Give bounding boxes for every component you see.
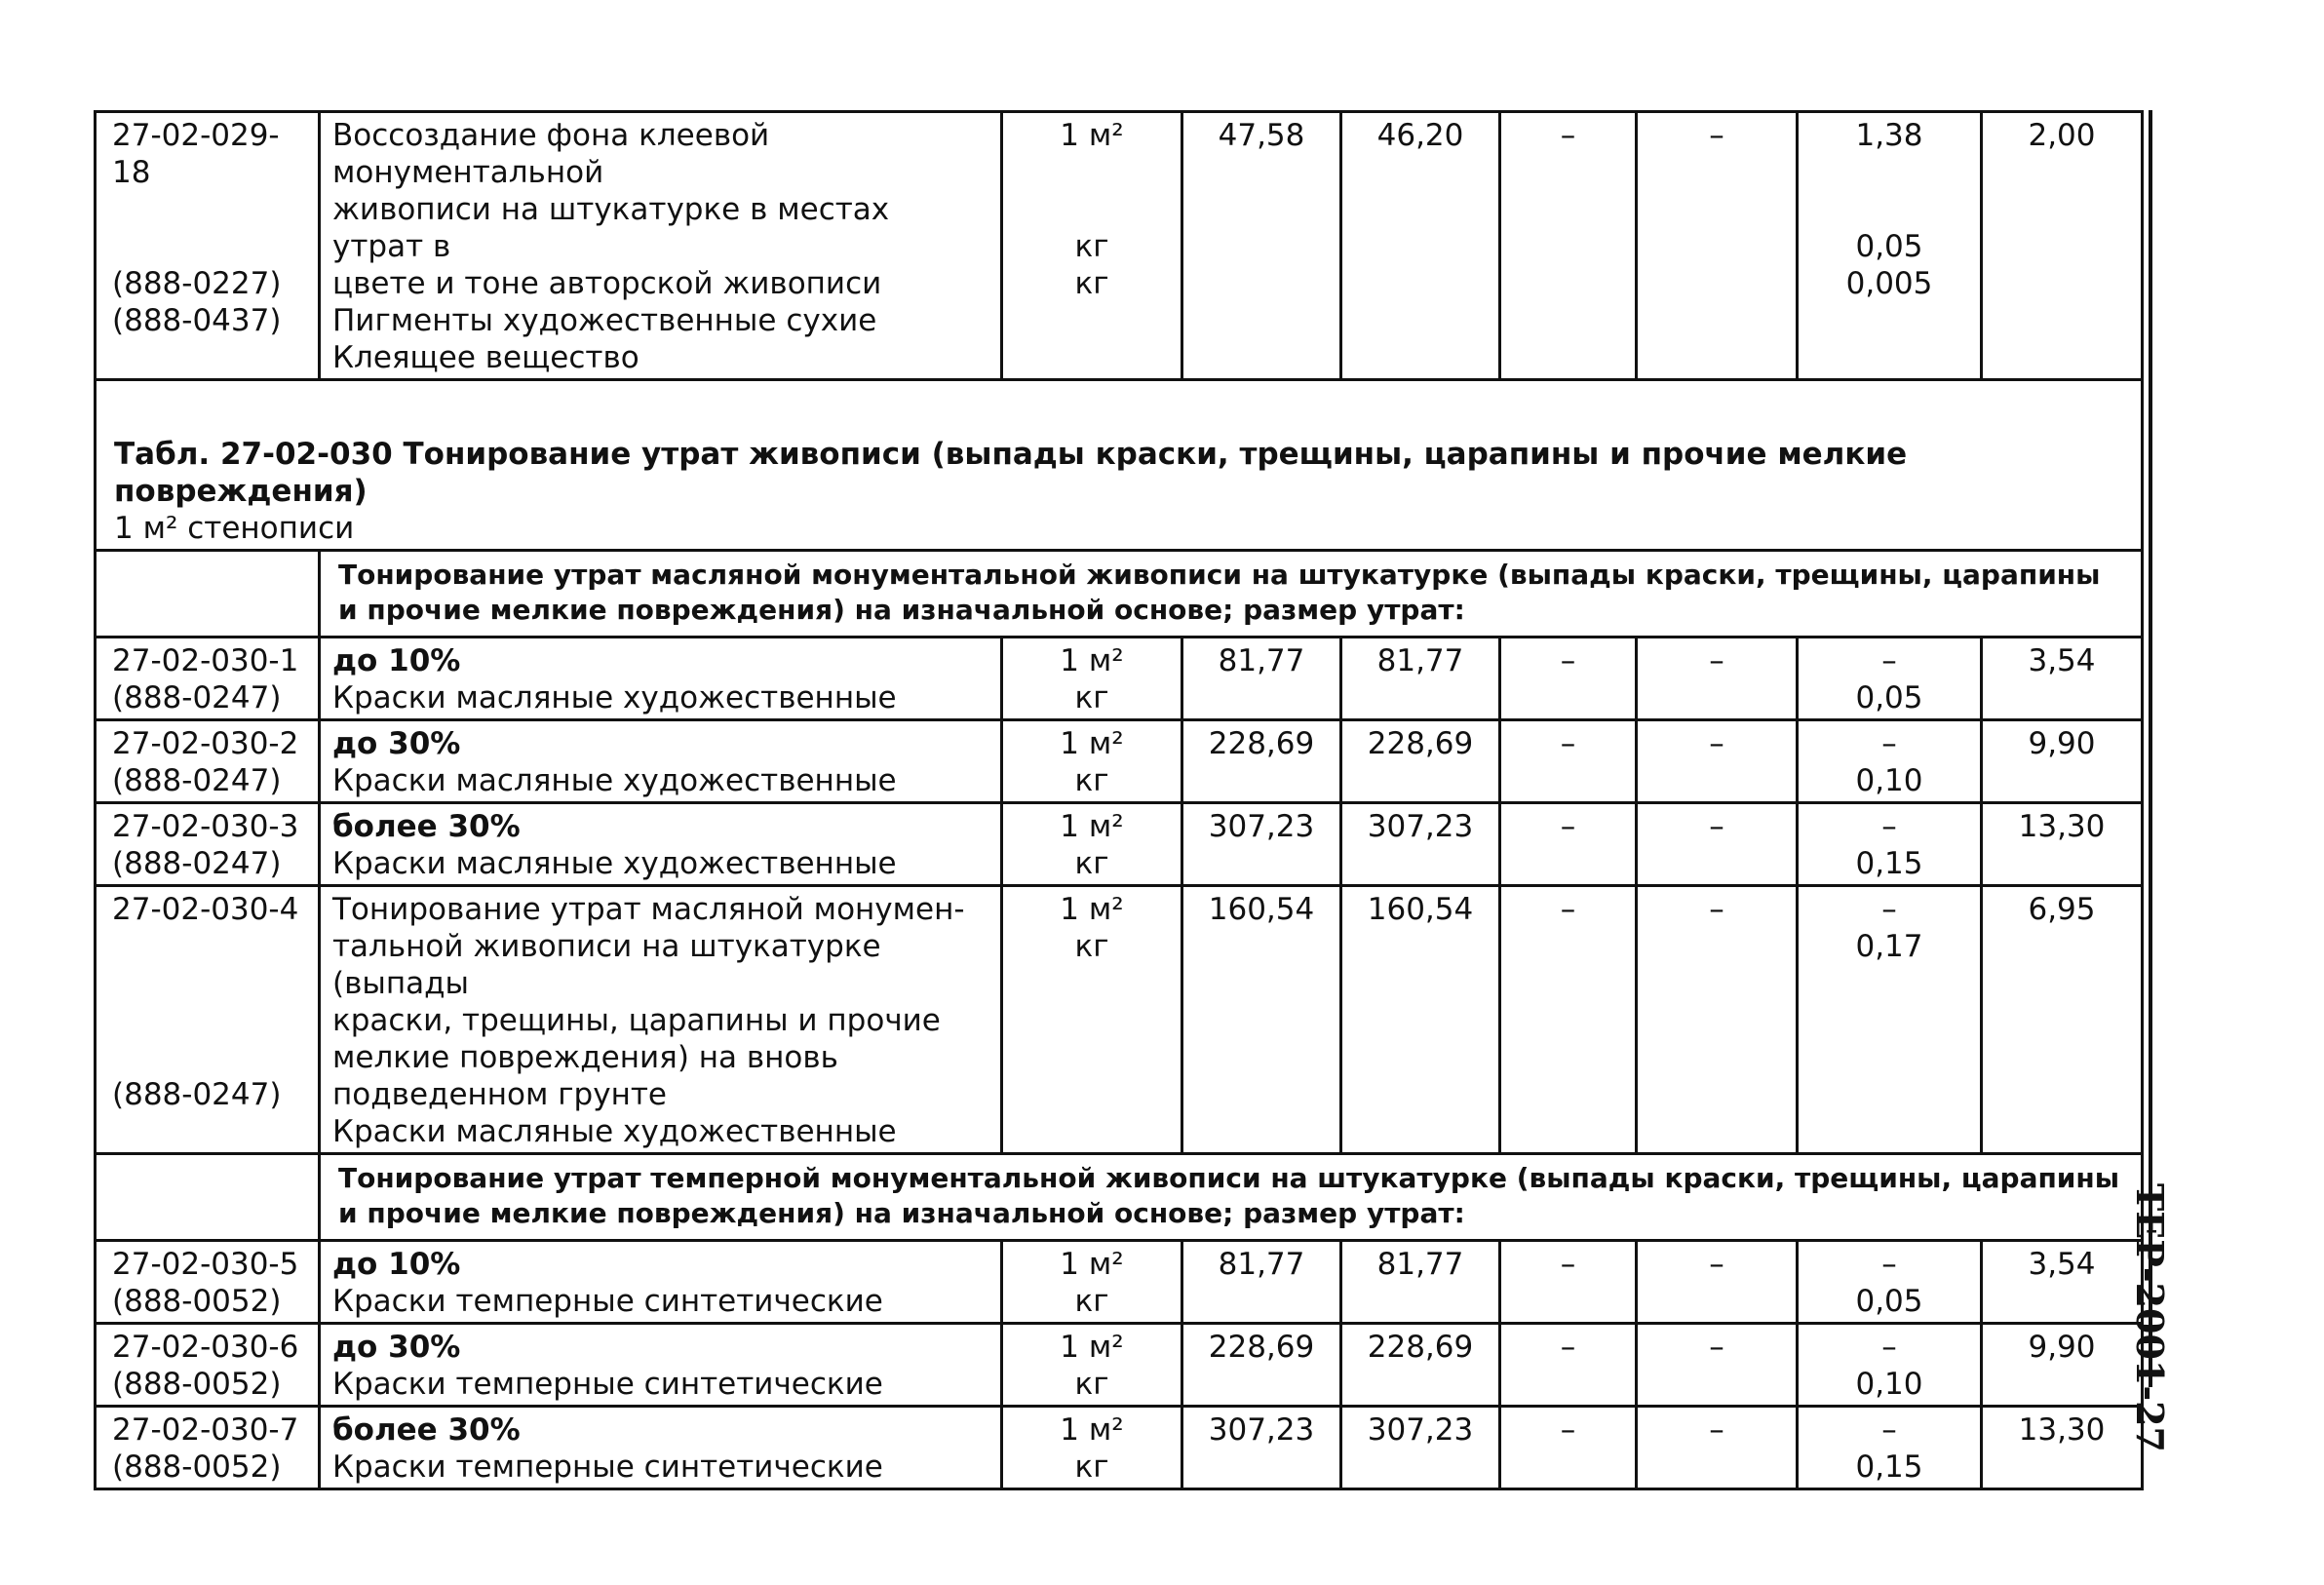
- row-name: до 10%: [332, 1247, 461, 1282]
- value: –: [1881, 1247, 1897, 1282]
- row-name: более 30%: [332, 809, 521, 844]
- value: –: [1881, 1330, 1897, 1365]
- material-unit: кг: [1074, 763, 1109, 798]
- price-table: [94, 110, 2144, 1490]
- description-line: тальной живописи на штукатурке (выпады: [332, 929, 881, 1001]
- material-name: Краски масляные художественные: [332, 680, 897, 715]
- material-qty: 0,17: [1855, 929, 1923, 964]
- value-cell: 9,90: [1982, 720, 2143, 803]
- unit: 1 м²: [1060, 809, 1124, 844]
- row-name: до 10%: [332, 643, 461, 678]
- row-code: 27-02-030-4: [112, 892, 299, 927]
- material-qty-cell: [1798, 720, 1982, 803]
- material-name: Краски масляные художественные: [332, 763, 897, 798]
- row-name: до 30%: [332, 726, 461, 761]
- material-code: (888-0437): [112, 303, 282, 338]
- material-qty: 0,10: [1855, 1367, 1923, 1402]
- value-cell: 81,77: [1182, 638, 1341, 720]
- material-qty-cell: [1798, 1407, 1982, 1489]
- material-qty: 0,05: [1855, 680, 1923, 715]
- spacer: [1810, 154, 1968, 191]
- value-cell: –: [1500, 638, 1637, 720]
- value-cell: 160,54: [1341, 886, 1500, 1154]
- material-qty-cell: [1798, 803, 1982, 886]
- row-name: до 30%: [332, 1330, 461, 1365]
- row-code-cell: [96, 112, 320, 380]
- value-cell: 228,69: [1341, 1324, 1500, 1407]
- row-code: 27-02-030-1: [112, 643, 299, 678]
- table-row: [96, 886, 2143, 1154]
- table-title-row: [96, 380, 2143, 551]
- empty-code-cell: [96, 551, 320, 638]
- row-code-cell: [96, 720, 320, 803]
- row-code: 27-02-030-2: [112, 726, 299, 761]
- description-line: цвете и тоне авторской живописи: [332, 266, 882, 301]
- group-header-row: [96, 1154, 2143, 1241]
- unit: 1 м²: [1060, 892, 1124, 927]
- value-cell: 228,69: [1182, 720, 1341, 803]
- row-description-cell: [320, 638, 1002, 720]
- row-code: 27-02-030-7: [112, 1412, 299, 1448]
- description-line: подведенном грунте: [332, 1077, 667, 1112]
- value-cell: 228,69: [1341, 720, 1500, 803]
- material-code: (888-0227): [112, 266, 282, 301]
- material-unit: кг: [1074, 1367, 1109, 1402]
- table-unit: 1 м² стенописи: [114, 511, 355, 546]
- value-cell: –: [1500, 1324, 1637, 1407]
- spacer: [1015, 191, 1169, 228]
- value-cell: –: [1500, 1407, 1637, 1489]
- value: –: [1881, 726, 1897, 761]
- value-cell: 228,69: [1182, 1324, 1341, 1407]
- value-cell: –: [1637, 720, 1798, 803]
- value-cell: 81,77: [1182, 1241, 1341, 1324]
- table-row: [96, 1324, 2143, 1407]
- material-code: (888-0247): [112, 1077, 282, 1112]
- material-name: Краски масляные художественные: [332, 846, 897, 881]
- unit: 1 м²: [1060, 643, 1124, 678]
- unit-cell: [1002, 1407, 1182, 1489]
- row-code-cell: [96, 803, 320, 886]
- value-cell: –: [1637, 1324, 1798, 1407]
- value-cell: –: [1500, 720, 1637, 803]
- document-code-label: [2128, 1183, 2172, 1452]
- value-cell: 160,54: [1182, 886, 1341, 1154]
- value-cell: –: [1500, 112, 1637, 380]
- table-row: [96, 720, 2143, 803]
- material-qty: 0,005: [1845, 266, 1933, 301]
- value-cell: 307,23: [1341, 803, 1500, 886]
- spacer: [112, 928, 306, 965]
- spacer: [112, 191, 306, 228]
- material-name: Краски масляные художественные: [332, 1114, 897, 1149]
- row-code-cell: [96, 1324, 320, 1407]
- material-qty: 0,15: [1855, 1450, 1923, 1485]
- material-code: (888-0052): [112, 1450, 282, 1485]
- value-cell: 6,95: [1982, 886, 2143, 1154]
- material-code: (888-0052): [112, 1367, 282, 1402]
- row-description-cell: [320, 1407, 1002, 1489]
- material-unit: кг: [1074, 846, 1109, 881]
- value-cell: –: [1637, 112, 1798, 380]
- material-qty: 0,05: [1855, 229, 1923, 264]
- table-row: [96, 1241, 2143, 1324]
- material-name: Краски темперные синтетические: [332, 1367, 883, 1402]
- description-line: Тонирование утрат масляной монумен-: [332, 892, 965, 927]
- material-qty-cell: [1798, 638, 1982, 720]
- spacer: [112, 1039, 306, 1076]
- description-line: живописи на штукатурке в местах утрат в: [332, 192, 890, 264]
- group-header-row: [96, 551, 2143, 638]
- table-title-cell: [96, 380, 2143, 551]
- material-code: (888-0247): [112, 763, 282, 798]
- value-cell: 307,23: [1182, 803, 1341, 886]
- value-cell: 47,58: [1182, 112, 1341, 380]
- value-cell: 81,77: [1341, 1241, 1500, 1324]
- material-unit: кг: [1074, 680, 1109, 715]
- row-name: более 30%: [332, 1412, 521, 1448]
- value-cell: 2,00: [1982, 112, 2143, 380]
- spacer: [112, 228, 306, 265]
- material-name: Краски темперные синтетические: [332, 1450, 883, 1485]
- row-description-cell: [320, 803, 1002, 886]
- value-cell: 46,20: [1341, 112, 1500, 380]
- material-code: (888-0247): [112, 680, 282, 715]
- row-description-cell: [320, 886, 1002, 1154]
- value-cell: –: [1637, 638, 1798, 720]
- value: –: [1881, 809, 1897, 844]
- material-name: Краски темперные синтетические: [332, 1284, 883, 1319]
- value-cell: –: [1500, 886, 1637, 1154]
- unit: 1 м²: [1060, 1247, 1124, 1282]
- material-unit: кг: [1074, 1450, 1109, 1485]
- unit-cell: [1002, 1324, 1182, 1407]
- spacer: [112, 1002, 306, 1039]
- value-cell: –: [1637, 1241, 1798, 1324]
- material-unit: кг: [1074, 1284, 1109, 1319]
- unit: 1 м²: [1060, 118, 1124, 153]
- spacer: [1015, 154, 1169, 191]
- group-header: Тонирование утрат темперной монументальной живописи на штукатурке (выпады краски, трещины, царапины и прочие мелкие повреждения) на изначальной основе; размер утрат:: [320, 1154, 2143, 1241]
- material-name: Пигменты художественные сухие: [332, 303, 877, 338]
- material-unit: кг: [1074, 266, 1109, 301]
- row-code-cell: [96, 886, 320, 1154]
- row-code: 27-02-030-3: [112, 809, 299, 844]
- spacer: [112, 965, 306, 1002]
- material-qty-cell: [1798, 1324, 1982, 1407]
- unit-cell: [1002, 720, 1182, 803]
- row-description-cell: [320, 1324, 1002, 1407]
- value: –: [1881, 892, 1897, 927]
- row-code: 27-02-030-5: [112, 1247, 299, 1282]
- description-line: Воссоздание фона клеевой монументальной: [332, 118, 770, 190]
- unit: 1 м²: [1060, 726, 1124, 761]
- material-name: Клеящее вещество: [332, 340, 639, 375]
- row-code: 27-02-030-6: [112, 1330, 299, 1365]
- row-code-cell: [96, 1241, 320, 1324]
- material-qty: 0,10: [1855, 763, 1923, 798]
- value-cell: 81,77: [1341, 638, 1500, 720]
- row-description-cell: [320, 112, 1002, 380]
- table-title: Табл. 27-02-030 Тонирование утрат живописи (выпады краски, трещины, царапины и прочие мелкие повреждения): [114, 437, 1908, 509]
- value-cell: 13,30: [1982, 1407, 2143, 1489]
- document-code: ТЕР-2001-27: [2128, 1183, 2172, 1453]
- material-qty-cell: [1798, 1241, 1982, 1324]
- material-qty: 0,15: [1855, 846, 1923, 881]
- table-row: [96, 803, 2143, 886]
- value-cell: 307,23: [1341, 1407, 1500, 1489]
- unit-cell: [1002, 803, 1182, 886]
- unit-cell: [1002, 886, 1182, 1154]
- unit: 1 м²: [1060, 1412, 1124, 1448]
- value-cell: 3,54: [1982, 638, 2143, 720]
- value: 1,38: [1855, 118, 1923, 153]
- value: –: [1881, 643, 1897, 678]
- material-qty-cell: [1798, 886, 1982, 1154]
- material-code: (888-0052): [112, 1284, 282, 1319]
- empty-code-cell: [96, 1154, 320, 1241]
- spacer: [1810, 191, 1968, 228]
- value-cell: 9,90: [1982, 1324, 2143, 1407]
- table-row: [96, 638, 2143, 720]
- price-table-page: [94, 110, 2141, 1490]
- value-cell: 3,54: [1982, 1241, 2143, 1324]
- group-header: Тонирование утрат масляной монументальной живописи на штукатурке (выпады краски, трещины, царапины и прочие мелкие повреждения) на изначальной основе; размер утрат:: [320, 551, 2143, 638]
- material-unit: кг: [1074, 229, 1109, 264]
- unit-cell: [1002, 638, 1182, 720]
- unit: 1 м²: [1060, 1330, 1124, 1365]
- value-cell: –: [1637, 803, 1798, 886]
- value-cell: 307,23: [1182, 1407, 1341, 1489]
- value-cell: –: [1637, 1407, 1798, 1489]
- value-cell: –: [1637, 886, 1798, 1154]
- row-code-cell: [96, 1407, 320, 1489]
- row-code: 27-02-029-18: [112, 118, 280, 190]
- value: –: [1881, 1412, 1897, 1448]
- material-unit: кг: [1074, 929, 1109, 964]
- row-description-cell: [320, 1241, 1002, 1324]
- material-qty: 0,05: [1855, 1284, 1923, 1319]
- value-cell: –: [1500, 803, 1637, 886]
- table-row: [96, 1407, 2143, 1489]
- description-line: мелкие повреждения) на вновь: [332, 1040, 838, 1075]
- unit-cell: [1002, 1241, 1182, 1324]
- value-cell: 13,30: [1982, 803, 2143, 886]
- material-code: (888-0247): [112, 846, 282, 881]
- unit-cell: [1002, 112, 1182, 380]
- value-cell: –: [1500, 1241, 1637, 1324]
- row-code-cell: [96, 638, 320, 720]
- description-line: краски, трещины, царапины и прочие: [332, 1003, 941, 1038]
- row-description-cell: [320, 720, 1002, 803]
- material-qty-cell: [1798, 112, 1982, 380]
- table-row: [96, 112, 2143, 380]
